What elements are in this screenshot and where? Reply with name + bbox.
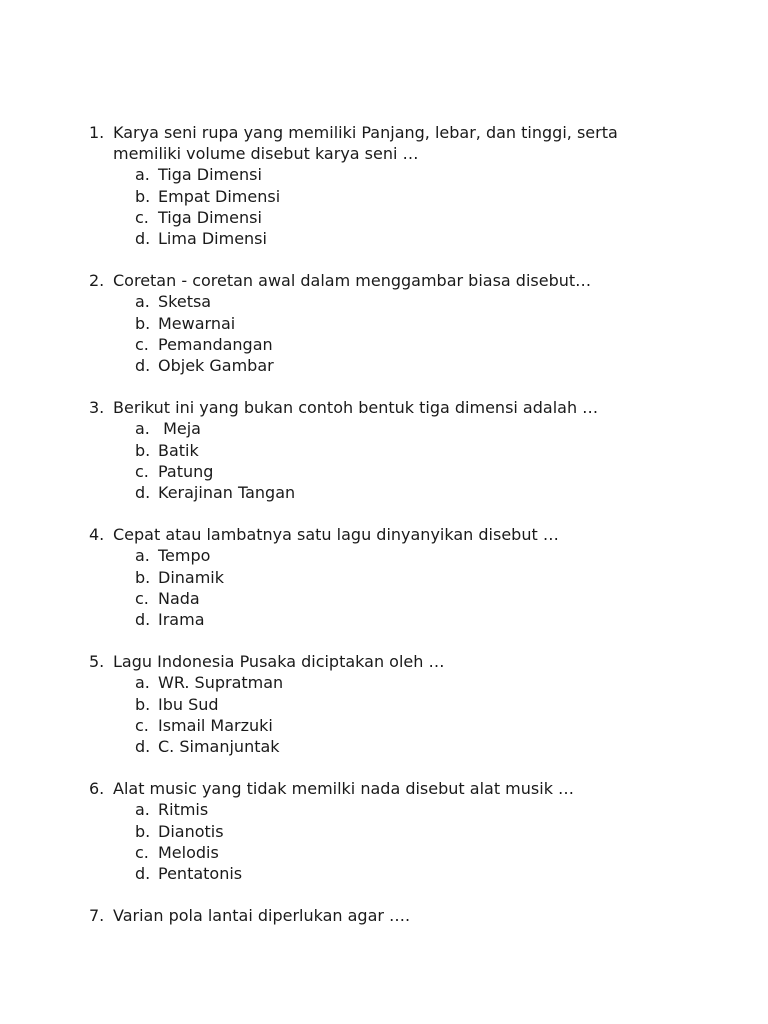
option-item (0, 736, 768, 757)
option-item (0, 461, 768, 482)
option-item (0, 694, 768, 715)
option-item (0, 821, 768, 842)
option-list (0, 672, 768, 757)
option-text: Empat Dimensi (158, 186, 281, 206)
option-text: Nada (158, 588, 200, 608)
option-text: Ibu Sud (158, 694, 219, 714)
option-letter: c. (135, 842, 149, 862)
question-item (0, 651, 768, 757)
option-letter: c. (135, 588, 149, 608)
option-item (0, 291, 768, 312)
question-text: Coretan - coretan awal dalam menggambar biasa disebut… (113, 271, 592, 291)
option-item (0, 313, 768, 334)
option-text: Objek Gambar (158, 356, 274, 376)
option-item (0, 545, 768, 566)
option-text: Ritmis (158, 800, 209, 820)
option-letter: c. (135, 334, 149, 354)
option-list (0, 799, 768, 884)
option-item (0, 186, 768, 207)
question-number: 3. (89, 398, 105, 418)
question-row (0, 270, 658, 291)
question-item (0, 397, 768, 503)
option-text: Tiga Dimensi (158, 207, 262, 227)
option-letter: d. (135, 864, 151, 884)
question-row (0, 651, 658, 672)
option-item (0, 482, 768, 503)
question-number: 6. (89, 779, 105, 799)
question-row (0, 397, 658, 418)
option-text: Tempo (158, 546, 211, 566)
question-text: Berikut ini yang bukan contoh bentuk tiga dimensi adalah … (113, 398, 599, 418)
option-letter: b. (135, 186, 151, 206)
option-letter: c. (135, 207, 149, 227)
option-item (0, 588, 768, 609)
question-number: 2. (89, 271, 105, 291)
option-item (0, 440, 768, 461)
question-row (0, 524, 658, 545)
option-text: Patung (158, 461, 214, 481)
option-letter: d. (135, 356, 151, 376)
question-text: Varian pola lantai diperlukan agar …. (113, 906, 411, 926)
option-letter: a. (135, 292, 150, 312)
question-number: 4. (89, 525, 105, 545)
question-number: 1. (89, 123, 105, 142)
question-text: Karya seni rupa yang memiliki Panjang, lebar, dan tinggi, serta memiliki volume disebut karya seni … (113, 123, 618, 164)
option-item (0, 418, 768, 439)
option-text: Kerajinan Tangan (158, 483, 296, 503)
question-row (0, 905, 658, 926)
question-row (0, 122, 658, 164)
option-text: Sketsa (158, 292, 212, 312)
question-number: 5. (89, 652, 105, 672)
option-letter: b. (135, 694, 151, 714)
option-list (0, 291, 768, 376)
question-item (0, 778, 768, 884)
option-text: Melodis (158, 842, 219, 862)
option-text: Tiga Dimensi (158, 165, 262, 185)
option-letter: d. (135, 737, 151, 757)
question-item (0, 270, 768, 376)
option-item (0, 842, 768, 863)
option-item (0, 355, 768, 376)
question-row (0, 778, 658, 799)
question-list (0, 122, 768, 927)
question-item (0, 905, 768, 926)
option-item (0, 567, 768, 588)
option-letter: a. (135, 800, 150, 820)
option-item (0, 207, 768, 228)
option-letter: d. (135, 610, 151, 630)
option-letter: a. (135, 546, 150, 566)
option-item (0, 672, 768, 693)
option-text: Pemandangan (158, 334, 273, 354)
option-item (0, 715, 768, 736)
question-item (0, 524, 768, 630)
option-letter: d. (135, 229, 151, 249)
option-item (0, 799, 768, 820)
option-text: Batik (158, 440, 199, 460)
option-letter: b. (135, 821, 151, 841)
option-list (0, 418, 768, 503)
option-text: Ismail Marzuki (158, 715, 273, 735)
question-number: 7. (89, 906, 105, 926)
option-letter: a. (135, 165, 150, 185)
option-text: Mewarnai (158, 313, 236, 333)
option-list (0, 545, 768, 630)
option-letter: b. (135, 440, 151, 460)
option-letter: a. (135, 673, 150, 693)
option-item (0, 609, 768, 630)
option-item (0, 228, 768, 249)
question-text: Cepat atau lambatnya satu lagu dinyanyikan disebut … (113, 525, 559, 545)
question-item (0, 122, 768, 249)
option-text: Pentatonis (158, 864, 243, 884)
option-item (0, 164, 768, 185)
question-text: Alat music yang tidak memilki nada disebut alat musik … (113, 779, 575, 799)
option-letter: d. (135, 483, 151, 503)
option-text: WR. Supratman (158, 673, 284, 693)
option-text: Meja (158, 419, 201, 439)
option-letter: b. (135, 313, 151, 333)
option-letter: c. (135, 715, 149, 735)
option-item (0, 863, 768, 884)
option-text: Dinamik (158, 567, 225, 587)
option-item (0, 334, 768, 355)
option-letter: b. (135, 567, 151, 587)
question-text: Lagu Indonesia Pusaka diciptakan oleh … (113, 652, 445, 672)
option-list (0, 164, 768, 249)
option-letter: c. (135, 461, 149, 481)
option-text: Dianotis (158, 821, 224, 841)
option-text: Irama (158, 610, 205, 630)
option-text: C. Simanjuntak (158, 737, 280, 757)
option-letter: a. (135, 419, 150, 439)
option-text: Lima Dimensi (158, 229, 267, 249)
